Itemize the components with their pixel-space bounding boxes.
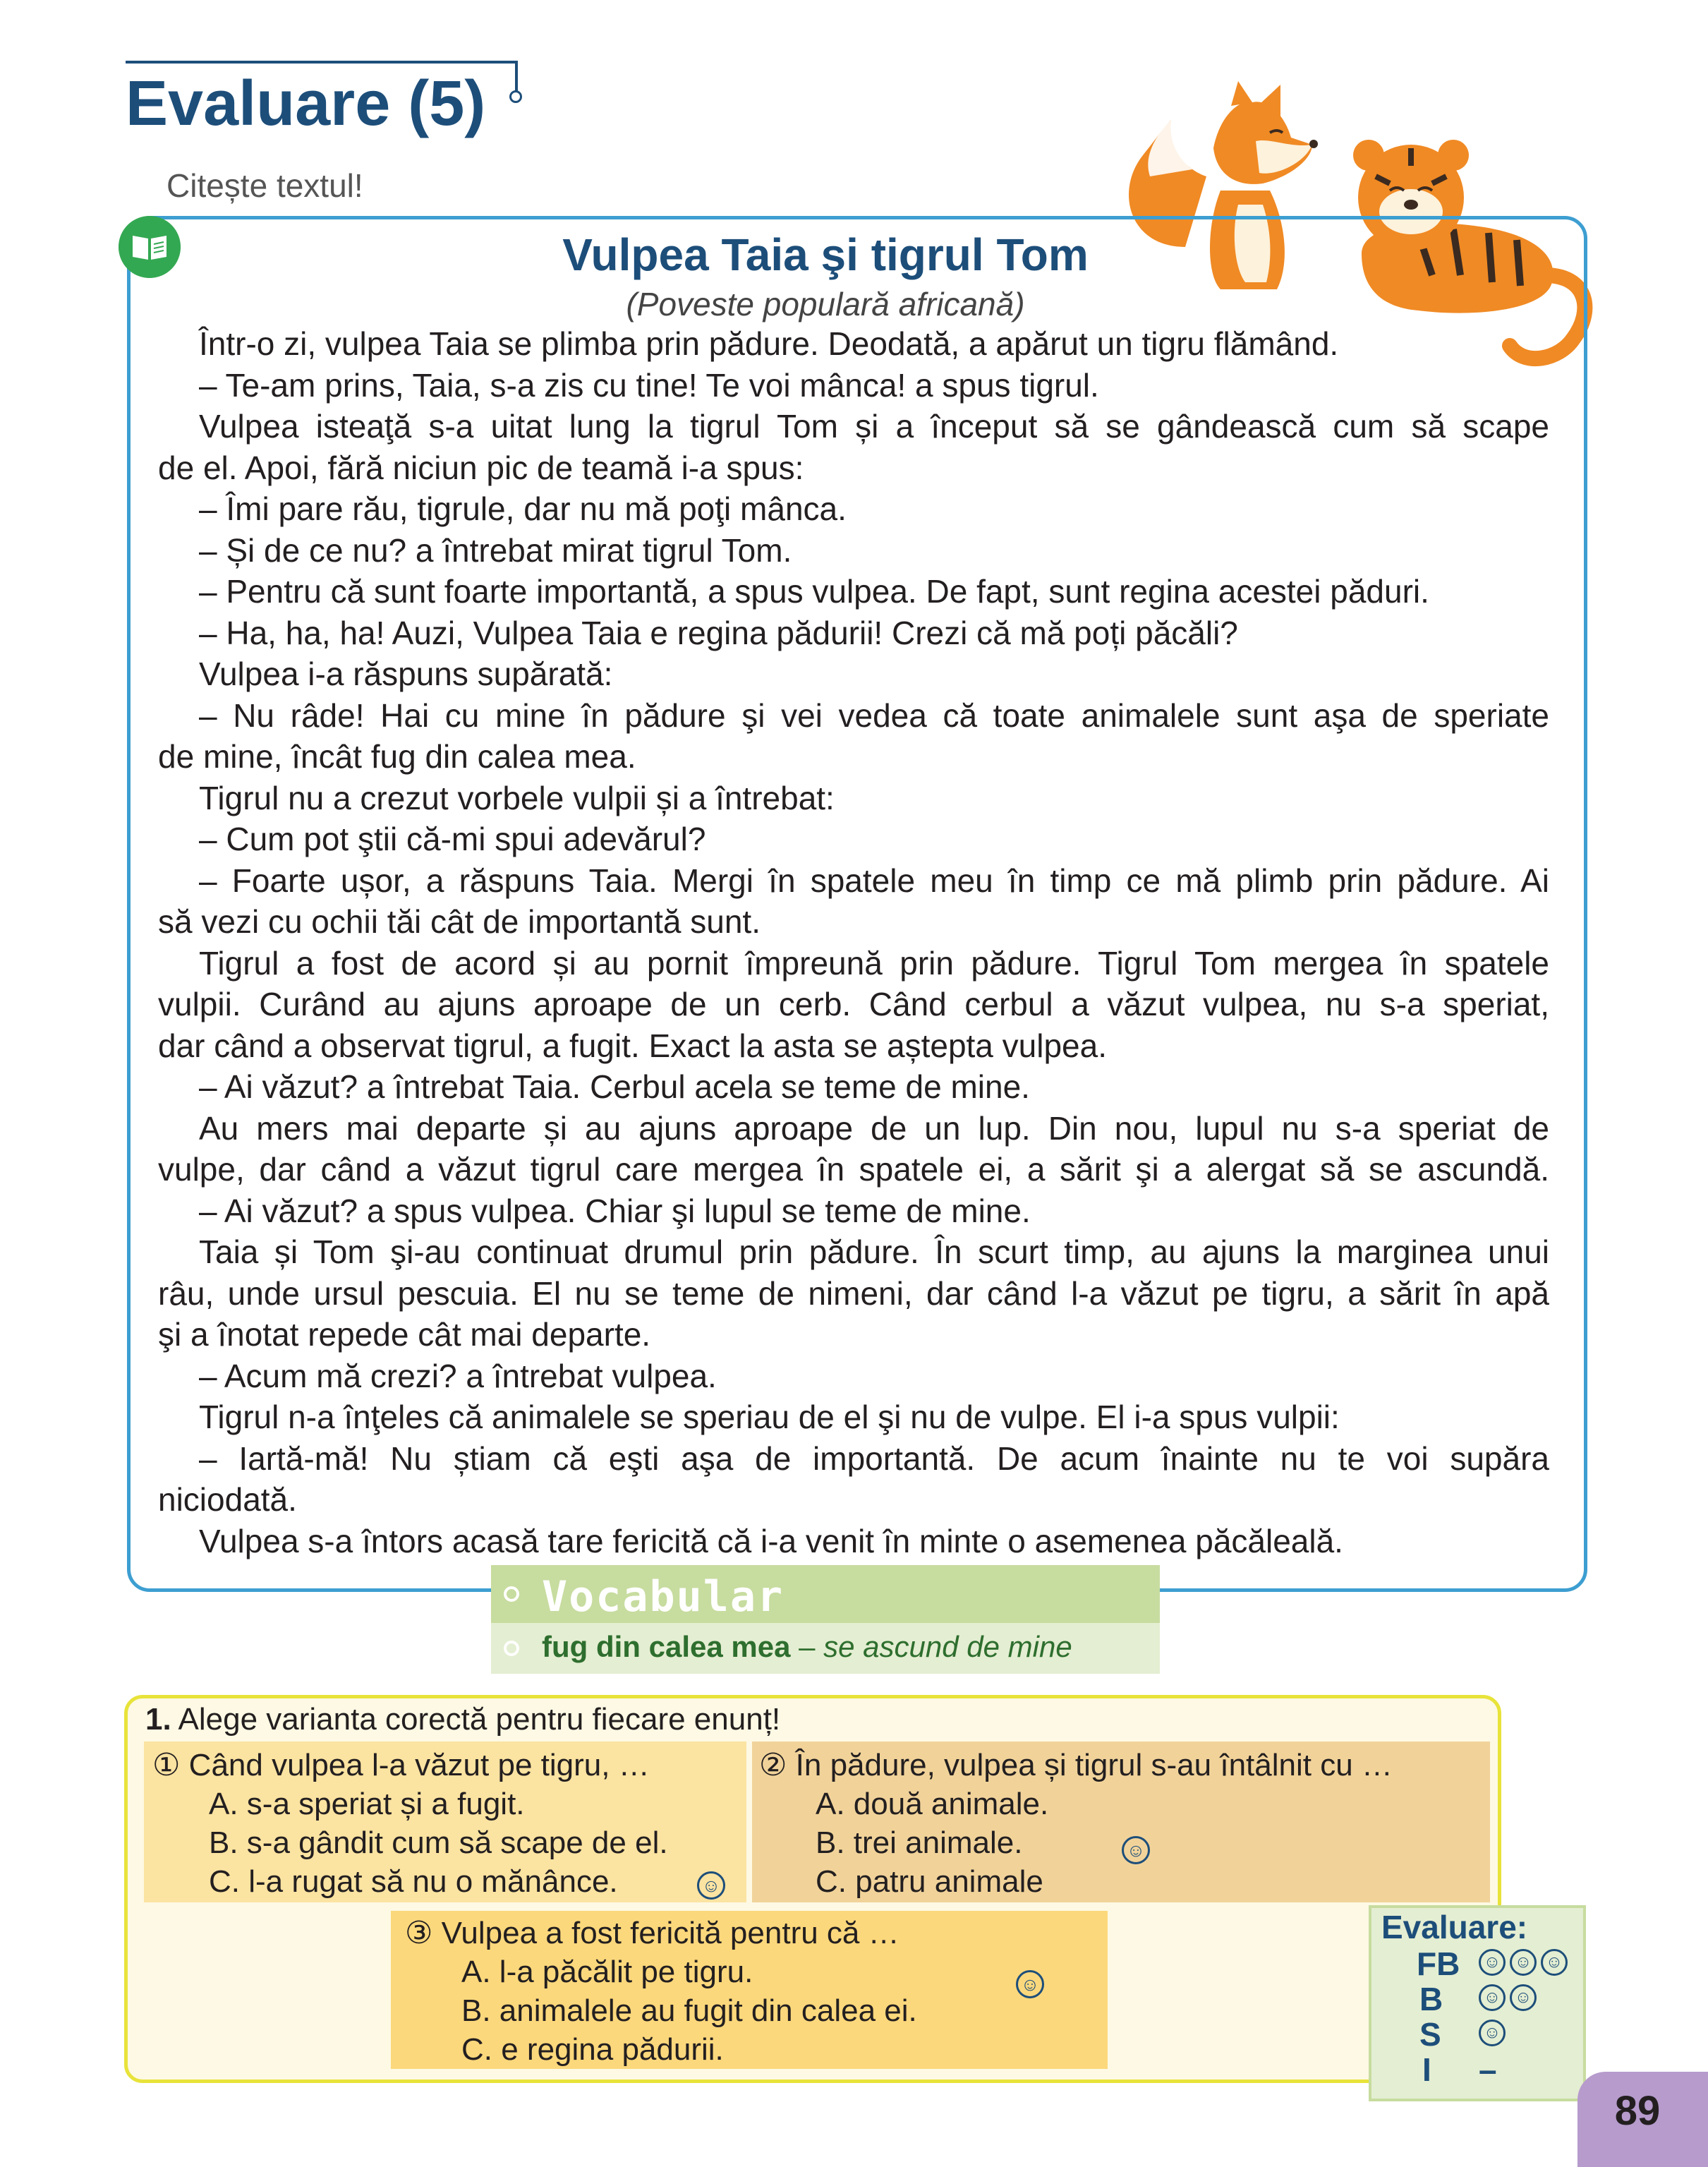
story-line: Vulpea isteaţă s-a uitat lung la tigrul Tom și a început să se gândească cum să scape — [199, 408, 1549, 445]
bullet-dot-icon — [504, 1641, 519, 1656]
vocabulary-title: Vocabular — [542, 1572, 785, 1622]
header-rule-dot — [509, 90, 522, 103]
story-line: vulpii. Curând au ajuns aproape de un cerb. Când cerbul a văzut vulpea, nu s-a speriat, — [158, 986, 1549, 1022]
story-line: Tigrul a fost de acord și au pornit împreună prin pădure. Tigrul Tom mergea în spatele — [199, 944, 1549, 982]
question-1 — [152, 1746, 668, 1901]
answer-option-a[interactable]: A. s-a speriat și a fugit. — [209, 1787, 525, 1821]
header-rule-tick — [515, 61, 518, 92]
story-line: vulpe, dar când a văzut tigrul care mergea în spatele ei, a sărit şi a alergat să se ascundă. — [158, 1151, 1549, 1188]
story-line: – Nu râde! Hai cu mine în pădure şi vei vedea că toate animalele sunt aşa de speriate — [199, 696, 1549, 734]
story-line: Într-o zi, vulpea Taia se plimba prin pădure. Deodată, a apărut un tigru flămând. — [199, 325, 1339, 362]
evaluation-title: Evaluare: — [1381, 1909, 1528, 1945]
evaluation-level-s: S — [1419, 2016, 1441, 2053]
story-line: Tigrul n-a înţeles că animalele se speriau de el şi nu de vulpe. El i-a spus vulpii: — [199, 1399, 1340, 1435]
smiley-icon: ☺ — [1016, 1970, 1044, 1998]
story-line: niciodată. — [158, 1481, 297, 1518]
exercise-number: 1. — [145, 1702, 171, 1737]
header-rule — [126, 61, 518, 64]
story-line: – Pentru că sunt foarte importantă, a spus vulpea. De fapt, sunt regina acestei păduri. — [199, 573, 1429, 610]
story-line: de mine, încât fug din calea mea. — [158, 738, 636, 775]
book-icon — [119, 216, 181, 278]
exercise-instruction — [145, 1702, 780, 1737]
question-2 — [759, 1746, 1393, 1901]
page-title: Evaluare (5) — [126, 68, 486, 139]
story-line: – Ai văzut? a întrebat Taia. Cerbul acela se teme de mine. — [199, 1068, 1030, 1105]
question-stem: ② În pădure, vulpea și tigrul s-au întâlnit cu … — [759, 1748, 1393, 1782]
answer-option-c[interactable]: C. l-a rugat să nu o mănânce. — [209, 1864, 618, 1899]
vocabulary-heading — [491, 1565, 1160, 1623]
answer-option-a[interactable]: A. două animale. — [816, 1787, 1049, 1821]
evaluation-level-b: B — [1419, 1981, 1443, 2017]
reading-instruction: Citește textul! — [166, 167, 363, 204]
answer-option-c[interactable]: C. patru animale — [816, 1864, 1043, 1899]
question-stem: ① Când vulpea l-a văzut pe tigru, … — [152, 1748, 650, 1782]
story-line: – Îmi pare rău, tigrule, dar nu mă poţi mânca. — [199, 490, 847, 527]
story-line: să vezi cu ochii tăi cât de importantă sunt. — [158, 903, 761, 940]
story-line: Vulpea s-a întors acasă tare fericită că i-a venit în minte o asemenea păcăleală. — [199, 1522, 1343, 1559]
smiley-icon: ☺ — [1122, 1836, 1150, 1864]
answer-option-a[interactable]: A. l-a păcălit pe tigru. — [461, 1955, 753, 1989]
page-number: 89 — [1614, 2088, 1661, 2134]
evaluation-level-i-dash: – — [1479, 2051, 1497, 2088]
story-subtitle: (Poveste populară africană) — [626, 286, 1025, 322]
vocabulary-entry — [491, 1623, 1160, 1674]
story-line: Tigrul nu a crezut vorbele vulpii și a întrebat: — [199, 779, 835, 816]
story-line: – Cum pot ştii că-mi spui adevărul? — [199, 821, 706, 857]
smiley-icon: ☺ — [1479, 1984, 1506, 2011]
smiley-icon: ☺ — [1541, 1949, 1568, 1976]
vocabulary-definition: se ascund de mine — [823, 1630, 1072, 1663]
question-3 — [405, 1914, 917, 2069]
story-title: Vulpea Taia şi tigrul Tom — [562, 229, 1089, 280]
story-line: Au mers mai departe și au ajuns aproape de un lup. Din nou, lupul nu s-a speriat de — [199, 1109, 1549, 1147]
story-line: Vulpea i-a răspuns supărată: — [199, 656, 613, 692]
story-line: – Și de ce nu? a întrebat mirat tigrul Tom. — [199, 531, 792, 569]
question-stem: ③ Vulpea a fost fericită pentru că … — [405, 1916, 900, 1950]
smiley-icon: ☺ — [1479, 2020, 1506, 2046]
story-line: – Acum mă crezi? a întrebat vulpea. — [199, 1357, 717, 1394]
vocabulary-term: fug din calea mea — [542, 1630, 791, 1663]
story-line: – Ai văzut? a spus vulpea. Chiar şi lupul se teme de mine. — [199, 1192, 1031, 1229]
story-line: râu, unde ursul pescuia. El nu se teme de nimeni, dar când l-a văzut pe tigru, a sărit în apă — [158, 1274, 1549, 1312]
answer-option-b[interactable]: B. trei animale. — [816, 1825, 1023, 1860]
story-body — [158, 323, 1549, 1562]
smiley-icon: ☺ — [1510, 1984, 1537, 2011]
story-line: – Iartă-mă! Nu știam că eşti aşa de importantă. De acum înainte nu te voi supăra — [199, 1439, 1549, 1477]
story-line: – Te-am prins, Taia, s-a zis cu tine! Te voi mânca! a spus tigrul. — [199, 366, 1099, 404]
story-line: – Foarte ușor, a răspuns Taia. Mergi în spatele meu în timp ce mă plimb prin pădure. Ai — [199, 862, 1549, 899]
story-line: şi a înotat repede cât mai departe. — [158, 1316, 651, 1353]
bullet-dot-icon — [504, 1586, 519, 1602]
smiley-icon: ☺ — [697, 1871, 725, 1900]
smiley-icon: ☺ — [1510, 1949, 1537, 1976]
evaluation-level-i: I — [1422, 2051, 1431, 2088]
exercise-instruction-text: Alege varianta corectă pentru fiecare enunț! — [178, 1702, 781, 1737]
story-line: Taia și Tom şi-au continuat drumul prin pădure. În scurt timp, au ajuns la marginea unui — [199, 1233, 1549, 1270]
story-line: de el. Apoi, fără niciun pic de teamă i-a spus: — [158, 449, 804, 486]
answer-option-c[interactable]: C. e regina pădurii. — [461, 2032, 724, 2067]
answer-option-b[interactable]: B. animalele au fugit din calea ei. — [461, 1993, 917, 2028]
vocabulary-entry-text — [542, 1630, 1072, 1664]
evaluation-level-fb: FB — [1417, 1945, 1460, 1982]
story-line: – Ha, ha, ha! Auzi, Vulpea Taia e regina pădurii! Crezi că mă poți păcăli? — [199, 614, 1238, 651]
vocabulary-dash: – — [799, 1630, 816, 1663]
answer-option-b[interactable]: B. s-a gândit cum să scape de el. — [209, 1825, 668, 1860]
smiley-icon: ☺ — [1479, 1949, 1506, 1976]
story-line: dar când a observat tigrul, a fugit. Exact la asta se aștepta vulpea. — [158, 1027, 1108, 1064]
